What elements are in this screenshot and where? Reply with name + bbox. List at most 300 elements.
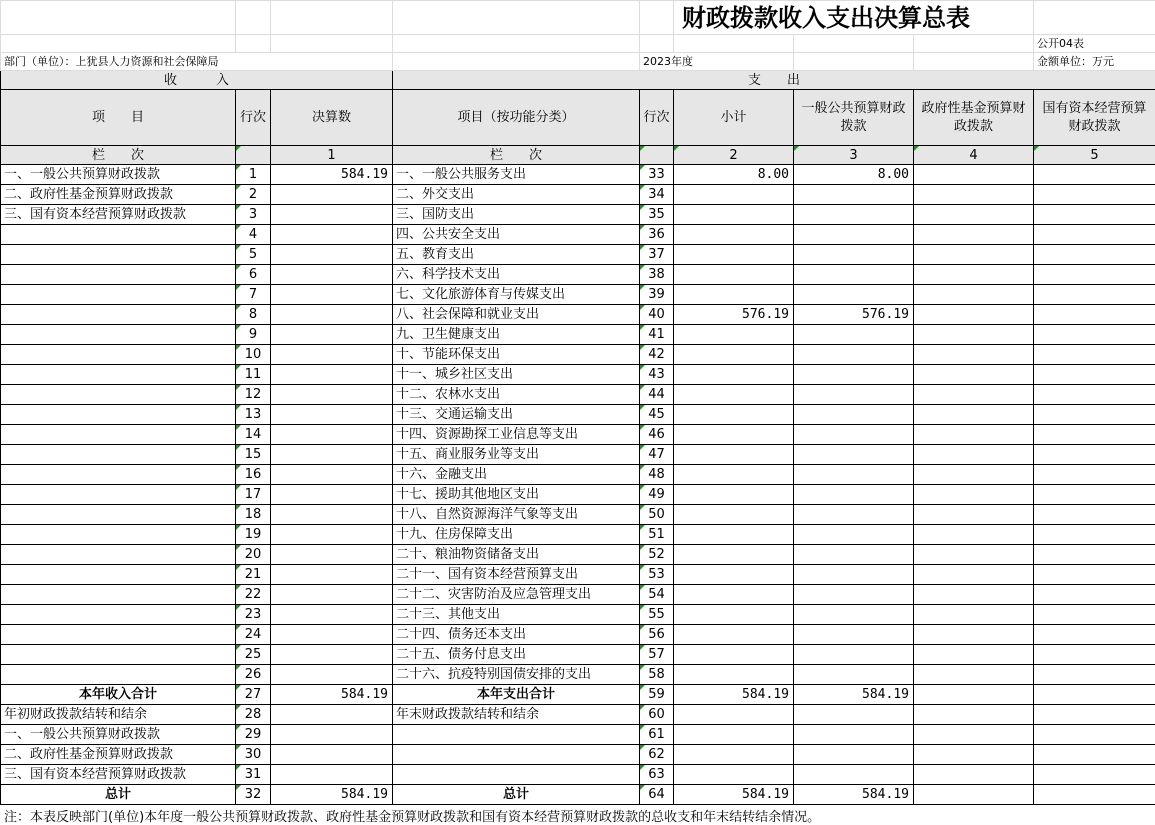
expense-subtotal	[674, 185, 794, 205]
income-line: 11	[236, 365, 271, 385]
state-capital-header: 国有资本经营预算财政拨款	[1034, 90, 1155, 146]
expense-item	[393, 745, 640, 765]
table-row	[1, 705, 1155, 725]
income-item	[1, 565, 236, 585]
expense-general-budget	[794, 345, 914, 365]
expense-general-budget	[794, 425, 914, 445]
general-budget-header: 一般公共预算财政拨款	[794, 90, 914, 146]
income-line: 6	[236, 265, 271, 285]
expense-subtotal	[674, 285, 794, 305]
table-row	[1, 685, 1155, 705]
expense-gov-fund	[914, 305, 1034, 325]
expense-item: 十、节能环保支出	[393, 345, 640, 365]
expense-line: 55	[640, 605, 674, 625]
expense-item: 十三、交通运输支出	[393, 405, 640, 425]
expense-general-budget	[794, 185, 914, 205]
expense-general-budget	[794, 545, 914, 565]
income-item: 总计	[1, 785, 236, 805]
income-item	[1, 225, 236, 245]
expense-general-budget: 584.19	[794, 785, 914, 805]
expense-line: 47	[640, 445, 674, 465]
table-row	[1, 565, 1155, 585]
table-row	[1, 585, 1155, 605]
expense-item	[393, 765, 640, 785]
expense-general-budget	[794, 405, 914, 425]
expense-subtotal: 576.19	[674, 305, 794, 325]
column-index-5: 5	[1034, 146, 1155, 165]
expense-item: 五、教育支出	[393, 245, 640, 265]
income-line: 9	[236, 325, 271, 345]
income-line: 28	[236, 705, 271, 725]
expense-general-budget	[794, 265, 914, 285]
expense-gov-fund	[914, 485, 1034, 505]
table-row	[1, 605, 1155, 625]
gov-fund-header: 政府性基金预算财政拨款	[914, 90, 1034, 146]
expense-item: 总计	[393, 785, 640, 805]
income-line: 22	[236, 585, 271, 605]
expense-subtotal	[674, 525, 794, 545]
income-item	[1, 665, 236, 685]
income-amount	[271, 405, 393, 425]
income-item: 二、政府性基金预算财政拨款	[1, 745, 236, 765]
income-amount	[271, 345, 393, 365]
income-line: 7	[236, 285, 271, 305]
expense-gov-fund	[914, 425, 1034, 445]
expense-gov-fund	[914, 525, 1034, 545]
income-item	[1, 485, 236, 505]
expense-general-budget	[794, 385, 914, 405]
expense-item	[393, 725, 640, 745]
income-item	[1, 465, 236, 485]
expense-general-budget	[794, 605, 914, 625]
expense-item: 二、外交支出	[393, 185, 640, 205]
expense-line: 44	[640, 385, 674, 405]
table-row	[1, 385, 1155, 405]
income-line: 3	[236, 205, 271, 225]
income-item	[1, 365, 236, 385]
column-label-left: 栏 次	[1, 146, 236, 165]
expense-subtotal	[674, 345, 794, 365]
expense-general-budget	[794, 765, 914, 785]
expense-gov-fund	[914, 345, 1034, 365]
income-item	[1, 425, 236, 445]
income-amount	[271, 765, 393, 785]
income-item	[1, 645, 236, 665]
expense-line: 46	[640, 425, 674, 445]
expense-subtotal	[674, 245, 794, 265]
expense-state-capital	[1034, 705, 1155, 725]
expense-item: 二十六、抗疫特别国债安排的支出	[393, 665, 640, 685]
expense-line: 62	[640, 745, 674, 765]
income-amount	[271, 745, 393, 765]
expense-state-capital	[1034, 605, 1155, 625]
expense-line: 42	[640, 345, 674, 365]
expense-item: 十五、商业服务业等支出	[393, 445, 640, 465]
expense-line: 58	[640, 665, 674, 685]
income-item: 年初财政拨款结转和结余	[1, 705, 236, 725]
expense-item: 七、文化旅游体育与传媒支出	[393, 285, 640, 305]
income-line: 24	[236, 625, 271, 645]
expense-general-budget	[794, 525, 914, 545]
expense-gov-fund	[914, 665, 1034, 685]
expense-general-budget	[794, 565, 914, 585]
income-line: 31	[236, 765, 271, 785]
column-index-1: 1	[271, 146, 393, 165]
income-item: 本年收入合计	[1, 685, 236, 705]
expense-subtotal	[674, 705, 794, 725]
expense-state-capital	[1034, 785, 1155, 805]
final-amount-header: 决算数	[271, 90, 393, 146]
income-line: 20	[236, 545, 271, 565]
fiscal-year: 2023年度	[640, 53, 794, 71]
expense-general-budget	[794, 745, 914, 765]
expense-item: 三、国防支出	[393, 205, 640, 225]
expense-state-capital	[1034, 405, 1155, 425]
table-row	[1, 325, 1155, 345]
income-item: 三、国有资本经营预算财政拨款	[1, 205, 236, 225]
expense-subtotal	[674, 725, 794, 745]
table-row	[1, 205, 1155, 225]
expense-line: 61	[640, 725, 674, 745]
expense-gov-fund	[914, 765, 1034, 785]
income-amount	[271, 705, 393, 725]
expense-line: 48	[640, 465, 674, 485]
expense-item: 九、卫生健康支出	[393, 325, 640, 345]
expense-state-capital	[1034, 465, 1155, 485]
income-amount	[271, 545, 393, 565]
expense-item: 一、一般公共服务支出	[393, 165, 640, 185]
expense-state-capital	[1034, 445, 1155, 465]
income-line: 8	[236, 305, 271, 325]
expense-state-capital	[1034, 505, 1155, 525]
income-line: 19	[236, 525, 271, 545]
expense-gov-fund	[914, 785, 1034, 805]
income-amount	[271, 325, 393, 345]
expense-gov-fund	[914, 365, 1034, 385]
expense-general-budget	[794, 205, 914, 225]
expense-line: 39	[640, 285, 674, 305]
expense-state-capital	[1034, 305, 1155, 325]
expense-subtotal	[674, 405, 794, 425]
income-amount	[271, 525, 393, 545]
expense-state-capital	[1034, 725, 1155, 745]
expense-line: 54	[640, 585, 674, 605]
expense-general-budget: 584.19	[794, 685, 914, 705]
expense-state-capital	[1034, 485, 1155, 505]
expense-line: 60	[640, 705, 674, 725]
expense-general-budget: 576.19	[794, 305, 914, 325]
income-line: 5	[236, 245, 271, 265]
income-amount: 584.19	[271, 165, 393, 185]
income-line: 25	[236, 645, 271, 665]
expense-subtotal	[674, 465, 794, 485]
expense-gov-fund	[914, 325, 1034, 345]
income-amount	[271, 205, 393, 225]
income-line: 14	[236, 425, 271, 445]
expense-gov-fund	[914, 445, 1034, 465]
expense-subtotal	[674, 545, 794, 565]
income-amount	[271, 425, 393, 445]
expense-subtotal: 584.19	[674, 685, 794, 705]
expense-gov-fund	[914, 265, 1034, 285]
income-item	[1, 605, 236, 625]
expense-state-capital	[1034, 565, 1155, 585]
column-index-4: 4	[914, 146, 1034, 165]
table-row	[1, 505, 1155, 525]
income-item	[1, 325, 236, 345]
income-item: 一、一般公共预算财政拨款	[1, 725, 236, 745]
expense-subtotal	[674, 265, 794, 285]
expense-line: 43	[640, 365, 674, 385]
income-line: 30	[236, 745, 271, 765]
expense-general-budget	[794, 285, 914, 305]
income-line: 18	[236, 505, 271, 525]
table-row	[1, 625, 1155, 645]
expense-subtotal	[674, 645, 794, 665]
table-row	[1, 665, 1155, 685]
expense-state-capital	[1034, 285, 1155, 305]
expense-line: 63	[640, 765, 674, 785]
column-index-2: 2	[674, 146, 794, 165]
expense-subtotal	[674, 665, 794, 685]
income-amount	[271, 445, 393, 465]
expense-gov-fund	[914, 505, 1034, 525]
expense-general-budget	[794, 445, 914, 465]
expense-state-capital	[1034, 545, 1155, 565]
income-item	[1, 285, 236, 305]
expense-gov-fund	[914, 725, 1034, 745]
income-amount	[271, 485, 393, 505]
income-item	[1, 585, 236, 605]
footnote: 注：本表反映部门(单位)本年度一般公共预算财政拨款、政府性基金预算财政拨款和国有资本经营预算财政拨款的总收支和年末结转结余情况。	[4, 806, 820, 825]
expense-subtotal	[674, 385, 794, 405]
expense-state-capital	[1034, 765, 1155, 785]
expense-general-budget	[794, 645, 914, 665]
expense-item: 十九、住房保障支出	[393, 525, 640, 545]
expense-line: 41	[640, 325, 674, 345]
expense-gov-fund	[914, 685, 1034, 705]
income-amount	[271, 305, 393, 325]
expense-state-capital	[1034, 385, 1155, 405]
expense-item: 二十五、债务付息支出	[393, 645, 640, 665]
income-item-header: 项 目	[1, 90, 236, 146]
table-row	[1, 485, 1155, 505]
expense-state-capital	[1034, 205, 1155, 225]
table-row	[1, 345, 1155, 365]
table-row	[1, 445, 1155, 465]
expense-state-capital	[1034, 685, 1155, 705]
expense-subtotal	[674, 485, 794, 505]
expense-line: 33	[640, 165, 674, 185]
income-amount	[271, 385, 393, 405]
expense-line: 37	[640, 245, 674, 265]
income-item: 一、一般公共预算财政拨款	[1, 165, 236, 185]
table-row	[1, 525, 1155, 545]
income-item	[1, 545, 236, 565]
expense-line: 53	[640, 565, 674, 585]
expense-line: 49	[640, 485, 674, 505]
income-line: 29	[236, 725, 271, 745]
expense-gov-fund	[914, 245, 1034, 265]
income-line: 21	[236, 565, 271, 585]
income-item	[1, 385, 236, 405]
subtotal-header: 小计	[674, 90, 794, 146]
expense-subtotal	[674, 745, 794, 765]
table-row	[1, 365, 1155, 385]
table-row	[1, 725, 1155, 745]
expense-gov-fund	[914, 705, 1034, 725]
expense-line: 50	[640, 505, 674, 525]
expense-line: 40	[640, 305, 674, 325]
income-line: 17	[236, 485, 271, 505]
income-item	[1, 445, 236, 465]
expense-general-budget	[794, 585, 914, 605]
expense-subtotal	[674, 325, 794, 345]
expense-general-budget	[794, 625, 914, 645]
expense-state-capital	[1034, 585, 1155, 605]
income-item	[1, 265, 236, 285]
expense-gov-fund	[914, 405, 1034, 425]
expense-gov-fund	[914, 565, 1034, 585]
expense-line: 52	[640, 545, 674, 565]
income-item: 三、国有资本经营预算财政拨款	[1, 765, 236, 785]
expense-section-header: 支 出	[393, 71, 1155, 90]
expense-item: 十一、城乡社区支出	[393, 365, 640, 385]
income-amount	[271, 265, 393, 285]
expense-line: 35	[640, 205, 674, 225]
expense-item: 二十一、国有资本经营预算支出	[393, 565, 640, 585]
table-row	[1, 285, 1155, 305]
income-amount	[271, 225, 393, 245]
expense-subtotal	[674, 585, 794, 605]
expense-gov-fund	[914, 545, 1034, 565]
expense-subtotal: 8.00	[674, 165, 794, 185]
expense-general-budget	[794, 725, 914, 745]
table-row	[1, 765, 1155, 785]
expense-item: 年末财政拨款结转和结余	[393, 705, 640, 725]
income-amount	[271, 645, 393, 665]
expense-item: 十二、农林水支出	[393, 385, 640, 405]
income-amount	[271, 505, 393, 525]
expense-gov-fund	[914, 205, 1034, 225]
expense-line-header: 行次	[640, 90, 674, 146]
expense-item: 十七、援助其他地区支出	[393, 485, 640, 505]
expense-gov-fund	[914, 645, 1034, 665]
expense-state-capital	[1034, 665, 1155, 685]
expense-gov-fund	[914, 165, 1034, 185]
column-index-blank	[640, 146, 674, 165]
income-line: 15	[236, 445, 271, 465]
income-amount	[271, 665, 393, 685]
expense-subtotal	[674, 205, 794, 225]
expense-item: 十六、金融支出	[393, 465, 640, 485]
income-line: 32	[236, 785, 271, 805]
table-row	[1, 465, 1155, 485]
income-line: 23	[236, 605, 271, 625]
expense-subtotal	[674, 625, 794, 645]
income-line: 2	[236, 185, 271, 205]
expense-subtotal	[674, 365, 794, 385]
expense-general-budget	[794, 665, 914, 685]
expense-line: 56	[640, 625, 674, 645]
income-section-header: 收 入	[1, 71, 393, 90]
income-amount	[271, 245, 393, 265]
form-code: 公开04表	[1034, 35, 1155, 53]
income-line: 1	[236, 165, 271, 185]
expense-state-capital	[1034, 345, 1155, 365]
expense-state-capital	[1034, 325, 1155, 345]
expense-gov-fund	[914, 285, 1034, 305]
income-item	[1, 345, 236, 365]
amount-unit: 金额单位：万元	[1034, 53, 1155, 71]
expense-subtotal: 584.19	[674, 785, 794, 805]
column-label-right: 栏 次	[393, 146, 640, 165]
expense-line: 36	[640, 225, 674, 245]
expense-subtotal	[674, 605, 794, 625]
income-line: 16	[236, 465, 271, 485]
income-line-header: 行次	[236, 90, 271, 146]
table-row	[1, 425, 1155, 445]
income-amount	[271, 725, 393, 745]
expense-item: 本年支出合计	[393, 685, 640, 705]
table-row	[1, 185, 1155, 205]
income-line: 12	[236, 385, 271, 405]
expense-line: 34	[640, 185, 674, 205]
income-line: 27	[236, 685, 271, 705]
expense-general-budget	[794, 485, 914, 505]
table-row	[1, 305, 1155, 325]
expense-state-capital	[1034, 625, 1155, 645]
expense-state-capital	[1034, 425, 1155, 445]
expense-gov-fund	[914, 745, 1034, 765]
income-item	[1, 405, 236, 425]
expense-item: 二十三、其他支出	[393, 605, 640, 625]
expense-item: 二十、粮油物资储备支出	[393, 545, 640, 565]
table-row	[1, 745, 1155, 765]
income-amount	[271, 285, 393, 305]
expense-subtotal	[674, 425, 794, 445]
function-item-header: 项目（按功能分类）	[393, 90, 640, 146]
income-amount	[271, 565, 393, 585]
expense-general-budget	[794, 245, 914, 265]
expense-subtotal	[674, 225, 794, 245]
expense-line: 38	[640, 265, 674, 285]
expense-state-capital	[1034, 745, 1155, 765]
table-row	[1, 225, 1155, 245]
expense-line: 64	[640, 785, 674, 805]
table-row	[1, 545, 1155, 565]
income-item	[1, 505, 236, 525]
expense-state-capital	[1034, 365, 1155, 385]
expense-item: 四、公共安全支出	[393, 225, 640, 245]
column-index-3: 3	[794, 146, 914, 165]
expense-item: 二十四、债务还本支出	[393, 625, 640, 645]
table-row	[1, 645, 1155, 665]
expense-general-budget	[794, 705, 914, 725]
expense-state-capital	[1034, 185, 1155, 205]
expense-state-capital	[1034, 525, 1155, 545]
expense-item: 十八、自然资源海洋气象等支出	[393, 505, 640, 525]
expense-item: 六、科学技术支出	[393, 265, 640, 285]
expense-gov-fund	[914, 585, 1034, 605]
expense-subtotal	[674, 565, 794, 585]
table-row	[1, 245, 1155, 265]
income-amount	[271, 625, 393, 645]
income-amount	[271, 365, 393, 385]
expense-item: 十四、资源勘探工业信息等支出	[393, 425, 640, 445]
expense-general-budget	[794, 225, 914, 245]
income-amount	[271, 605, 393, 625]
